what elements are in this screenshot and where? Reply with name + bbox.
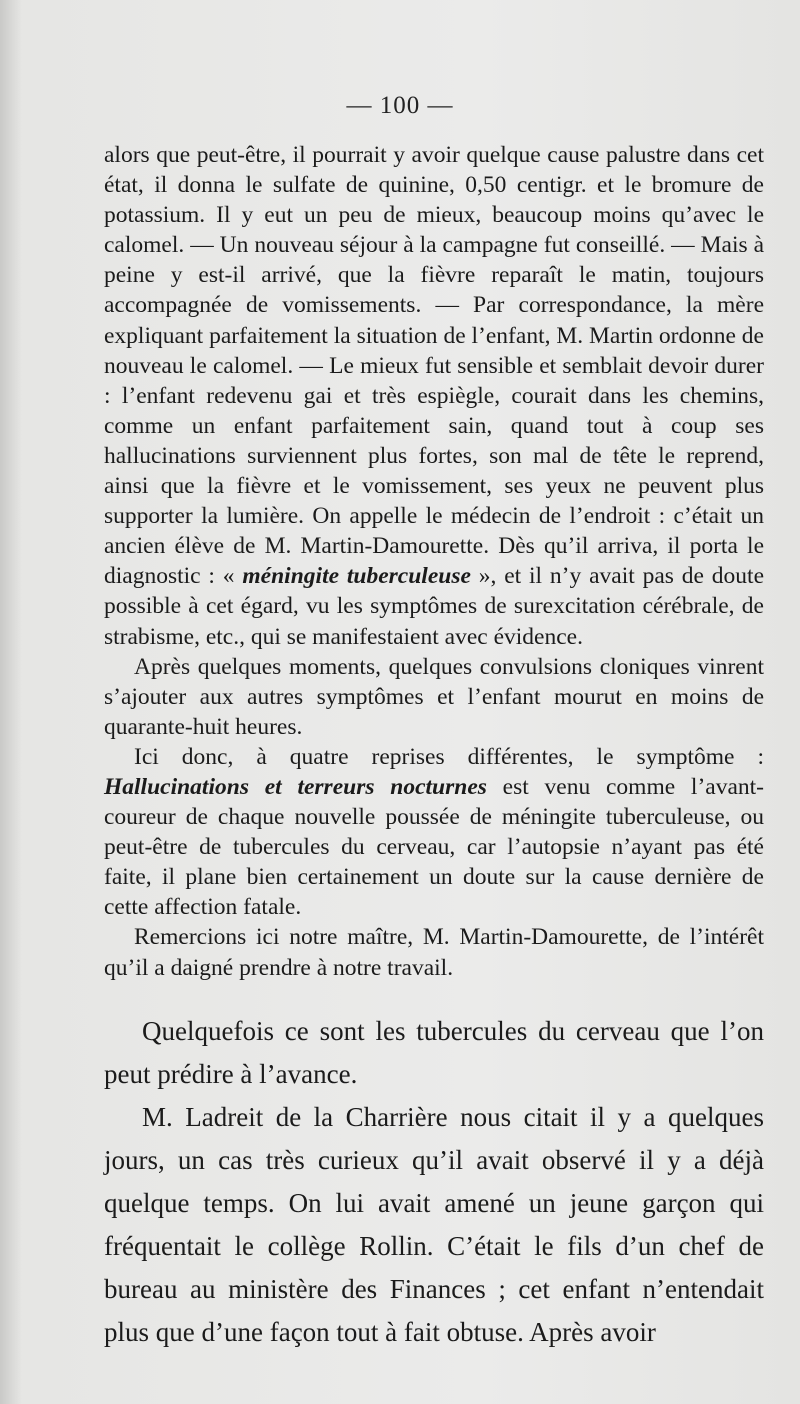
italic-run: Hallucinations et terreurs nocturnes bbox=[104, 773, 487, 800]
text-run: Après quelques moments, quelques convulsions cloniques vinrent s’ajouter aux autres symptômes et l’enfant mourut en moins de quarante-huit heures. bbox=[104, 653, 764, 740]
paragraph bbox=[104, 742, 764, 923]
text-run: Remercions ici notre maître, M. Martin-Damourette, de l’intérêt qu’il a daigné prendre à notre travail. bbox=[104, 924, 764, 981]
body-text-small bbox=[104, 140, 764, 983]
page-number: — 100 — bbox=[346, 92, 454, 119]
text-run: est venu comme l’avant-coureur de chaque nouvelle poussée de méningite tuberculeuse, ou peut-être de tubercules du cerveau, car l’autopsie n’ayant pas été faite, il plane bien certainement un doute sur la cause dernière de cette affection fatale. bbox=[104, 773, 764, 921]
paragraph bbox=[104, 922, 764, 982]
paragraph bbox=[104, 652, 764, 742]
paragraph: M. Ladreit de la Charrière nous citait il y a quelques jours, un cas très curieux qu’il avait observé il y a déjà quelque temps. On lui avait amené un jeune garçon qui fréquentait le collège Rollin. C’était le fils d’un chef de bureau au ministère des Finances ; cet enfant n’entendait plus que d’une façon tout à fait obtuse. Après avoir bbox=[104, 1102, 764, 1347]
text-run: alors que peut-être, il pourrait y avoir quelque cause palustre dans cet état, il donna le sulfate de quinine, 0,50 centigr. et le bromure de potassium. Il y eut un peu de mieux, beaucoup moins qu’avec le calomel. — Un nouveau séjour à la campagne fut conseillé. — Mais à peine y est-il arrivé, que la fièvre reparaît le matin, toujours accompagnée de vomissements. — Par correspondance, la mère expliquant parfaitement la situation de l’enfant, M. Martin ordonne de nouveau le calomel. — Le mieux fut sensible et semblait devoir durer : l’enfant redevenu gai et très espiègle, courait dans les chemins, comme un enfant parfaitement sain, quand tout à coup ses hallucinations surviennent plus fortes, son mal de tête le reprend, ainsi que la fièvre et le vomissement, ses yeux ne peuvent plus supporter la lumière. On appelle le médecin de l’endroit : c’était un ancien élève de M. Martin-Damourette. Dès qu’il arriva, il porta le diagnostic : « bbox=[104, 142, 764, 590]
paragraph: Quelquefois ce sont les tubercules du cerveau que l’on peut prédire à l’avance. bbox=[104, 1016, 764, 1089]
text-run: », et il n’y avait pas de doute possible à cet égard, vu les symptômes de surexcitation cérébrale, de strabisme, etc., qui se manifestaient avec évidence. bbox=[104, 563, 764, 650]
text-run: Ici donc, à quatre reprises différentes, le symptôme : bbox=[134, 743, 764, 770]
italic-run: méningite tuberculeuse bbox=[242, 563, 471, 590]
body-text-large bbox=[104, 1010, 764, 1354]
paragraph bbox=[104, 140, 764, 652]
